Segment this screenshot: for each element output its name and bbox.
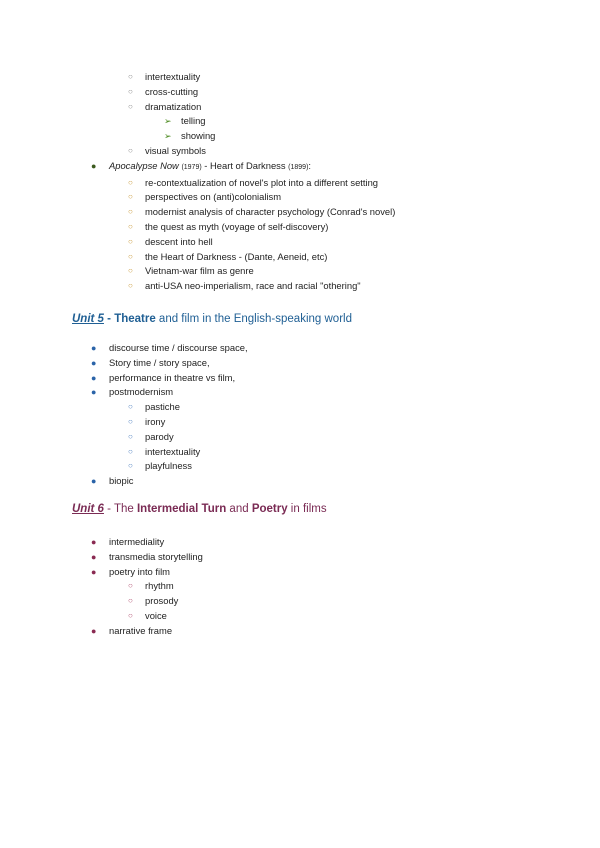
hollow-circle-bullet-icon: ○	[128, 192, 133, 202]
list-item: ○ rhythm	[0, 579, 600, 594]
filled-circle-bullet-icon: ●	[91, 357, 97, 368]
list-item: ● biopic	[0, 474, 600, 489]
list-item: ● narrative frame	[0, 624, 600, 639]
list-item: ○ playfulness	[0, 459, 600, 474]
list-item: ○ the quest as myth (voyage of self-discovery)	[0, 220, 600, 235]
list-item: ○ anti-USA neo-imperialism, race and racial "othering"	[0, 279, 600, 294]
hollow-circle-bullet-icon: ○	[128, 236, 133, 246]
filled-circle-bullet-icon: ●	[91, 372, 97, 383]
list-item: ○ parody	[0, 430, 600, 445]
list-item-apocalypse-now: ● Apocalypse Now (1979) - Heart of Darkness (1899):	[0, 159, 600, 176]
list-item: ○ re-contextualization of novel's plot into a different setting	[0, 176, 600, 191]
list-item: ○ modernist analysis of character psychology (Conrad's novel)	[0, 205, 600, 220]
hollow-circle-bullet-icon: ○	[128, 446, 133, 456]
list-item: ● postmodernism	[0, 385, 600, 400]
hollow-circle-bullet-icon: ○	[128, 207, 133, 217]
hollow-circle-bullet-icon: ○	[128, 581, 133, 591]
unit-6-heading: Unit 6 - The Intermedial Turn and Poetry in films	[72, 503, 327, 515]
list-item: ○ the Heart of Darkness - (Dante, Aeneid, etc)	[0, 250, 600, 265]
list-item: ○ intertextuality	[0, 70, 600, 85]
hollow-circle-bullet-icon: ○	[128, 416, 133, 426]
list-item: ○ descent into hell	[0, 235, 600, 250]
list-item: ➢ showing	[0, 129, 600, 144]
list-item: ● transmedia storytelling	[0, 550, 600, 565]
list-item: ○ pastiche	[0, 400, 600, 415]
hollow-circle-bullet-icon: ○	[128, 86, 133, 96]
arrowhead-bullet-icon: ➢	[164, 116, 172, 127]
filled-circle-bullet-icon: ●	[91, 566, 97, 577]
list-item: ● poetry into film	[0, 565, 600, 580]
list-item: ○ voice	[0, 609, 600, 624]
filled-circle-bullet-icon: ●	[91, 625, 97, 636]
list-item: ○ irony	[0, 415, 600, 430]
hollow-circle-bullet-icon: ○	[128, 402, 133, 412]
list-item: ○ cross-cutting	[0, 85, 600, 100]
arrowhead-bullet-icon: ➢	[164, 131, 172, 142]
hollow-circle-bullet-icon: ○	[128, 145, 133, 155]
hollow-circle-bullet-icon: ○	[128, 610, 133, 620]
list-item: ○ dramatization	[0, 100, 600, 115]
hollow-circle-bullet-icon: ○	[128, 266, 133, 276]
hollow-circle-bullet-icon: ○	[128, 101, 133, 111]
hollow-circle-bullet-icon: ○	[128, 251, 133, 261]
list-item: ● Story time / story space,	[0, 356, 600, 371]
filled-circle-bullet-icon: ●	[91, 387, 97, 398]
hollow-circle-bullet-icon: ○	[128, 221, 133, 231]
list-item: ○ intertextuality	[0, 445, 600, 460]
hollow-circle-bullet-icon: ○	[128, 461, 133, 471]
list-item: ● intermediality	[0, 535, 600, 550]
filled-circle-bullet-icon: ●	[91, 476, 97, 487]
list-item: ○ perspectives on (anti)colonialism	[0, 190, 600, 205]
unit-5-heading: Unit 5 - Theatre and film in the English-speaking world	[72, 313, 352, 325]
filled-circle-bullet-icon: ●	[91, 551, 97, 562]
filled-circle-bullet-icon: ●	[91, 537, 97, 547]
hollow-circle-bullet-icon: ○	[128, 596, 133, 606]
list-item: ○ Vietnam-war film as genre	[0, 264, 600, 279]
unit-5-list	[0, 341, 600, 489]
list-item: ○ visual symbols	[0, 144, 600, 159]
list-item: ○ prosody	[0, 594, 600, 609]
list-item: ● performance in theatre vs film,	[0, 371, 600, 386]
top-list	[0, 70, 600, 294]
hollow-circle-bullet-icon: ○	[128, 177, 133, 187]
filled-circle-bullet-icon: ●	[91, 160, 97, 171]
hollow-circle-bullet-icon: ○	[128, 431, 133, 441]
list-item: ➢ telling	[0, 114, 600, 129]
filled-circle-bullet-icon: ●	[91, 343, 97, 353]
hollow-circle-bullet-icon: ○	[128, 72, 133, 81]
unit-6-list	[0, 535, 600, 639]
hollow-circle-bullet-icon: ○	[128, 281, 133, 291]
list-item: ● discourse time / discourse space,	[0, 341, 600, 356]
